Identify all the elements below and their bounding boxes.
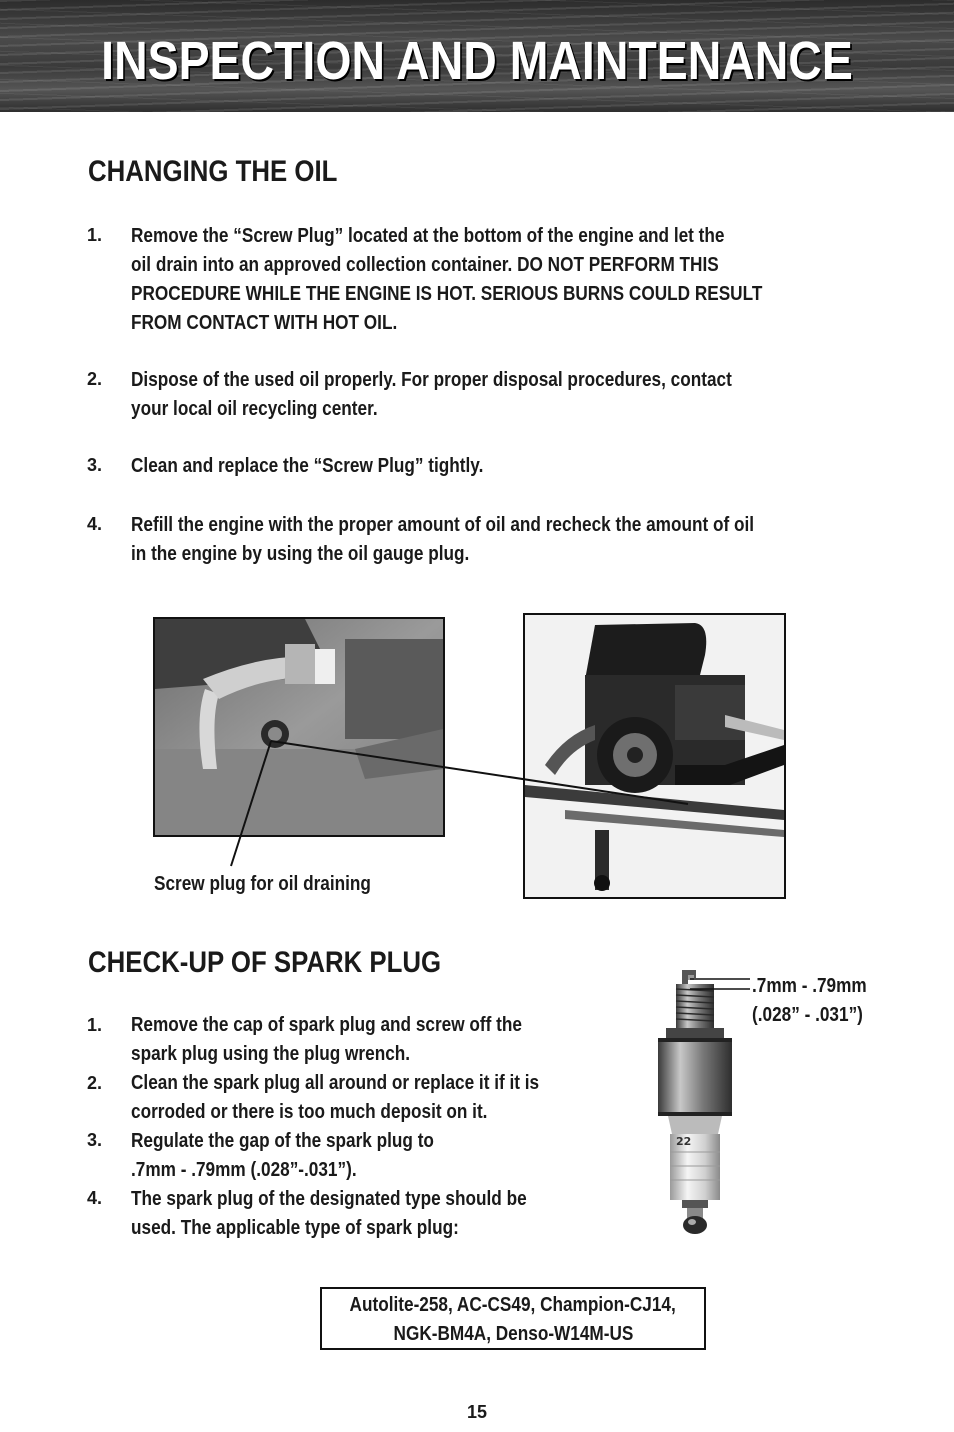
spark-step-text: The spark plug of the designated type should be used. The applicable type of spark plug:: [131, 1188, 527, 1239]
page-title: INSPECTION AND MAINTENANCE: [101, 31, 853, 91]
oil-step-text: Refill the engine with the proper amount of oil and recheck the amount of oil in the engine by using the oil gauge plug.: [131, 514, 755, 565]
spark-step-text: Remove the cap of spark plug and screw off the spark plug using the plug wrench.: [131, 1014, 522, 1065]
oil-step-number: 4.: [87, 514, 103, 534]
spark-step-text: Regulate the gap of the spark plug to .7mm - .79mm (.028”-.031”).: [131, 1130, 434, 1181]
oil-step-number: 2.: [87, 369, 103, 389]
spark-section-heading: CHECK-UP OF SPARK PLUG: [88, 946, 442, 979]
photo-caption: Screw plug for oil draining: [154, 873, 371, 895]
oil-step-number: 1.: [87, 225, 103, 245]
spark-step-number: 2.: [87, 1073, 103, 1093]
page-number: 15: [466, 1402, 488, 1422]
spark-plug-types-box: Autolite-258, AC-CS49, Champion-CJ14, NGK-BM4A, Denso-W14M-US: [320, 1287, 706, 1350]
spark-plug-illustration: [630, 966, 760, 1238]
oil-step-number: 3.: [87, 455, 103, 475]
oil-step-text: Dispose of the used oil properly. For proper disposal procedures, contact your local oil recycling center.: [131, 369, 732, 420]
oil-step-text: Clean and replace the “Screw Plug” tightly.: [131, 455, 484, 477]
spark-step-number: 3.: [87, 1130, 103, 1150]
spark-step-number: 1.: [87, 1015, 103, 1035]
gap-measurement-label: .7mm - .79mm (.028” - .031”): [752, 975, 867, 1026]
svg-text:22: 22: [676, 1135, 692, 1148]
spark-step-number: 4.: [87, 1188, 103, 1208]
gap-indicator-line: [690, 976, 752, 996]
oil-section-heading: CHANGING THE OIL: [88, 155, 338, 188]
oil-step-text: Remove the “Screw Plug” located at the bottom of the engine and let the oil drain into an approved collection container. DO NOT PERFORM THIS PROCEDURE WHILE THE ENGINE IS HOT. SERIOUS BURNS COULD RESULT FROM CONTACT WITH HOT OIL.: [131, 225, 763, 334]
spark-step-text: Clean the spark plug all around or replace it if it is corroded or there is too much deposit on it.: [131, 1072, 540, 1123]
